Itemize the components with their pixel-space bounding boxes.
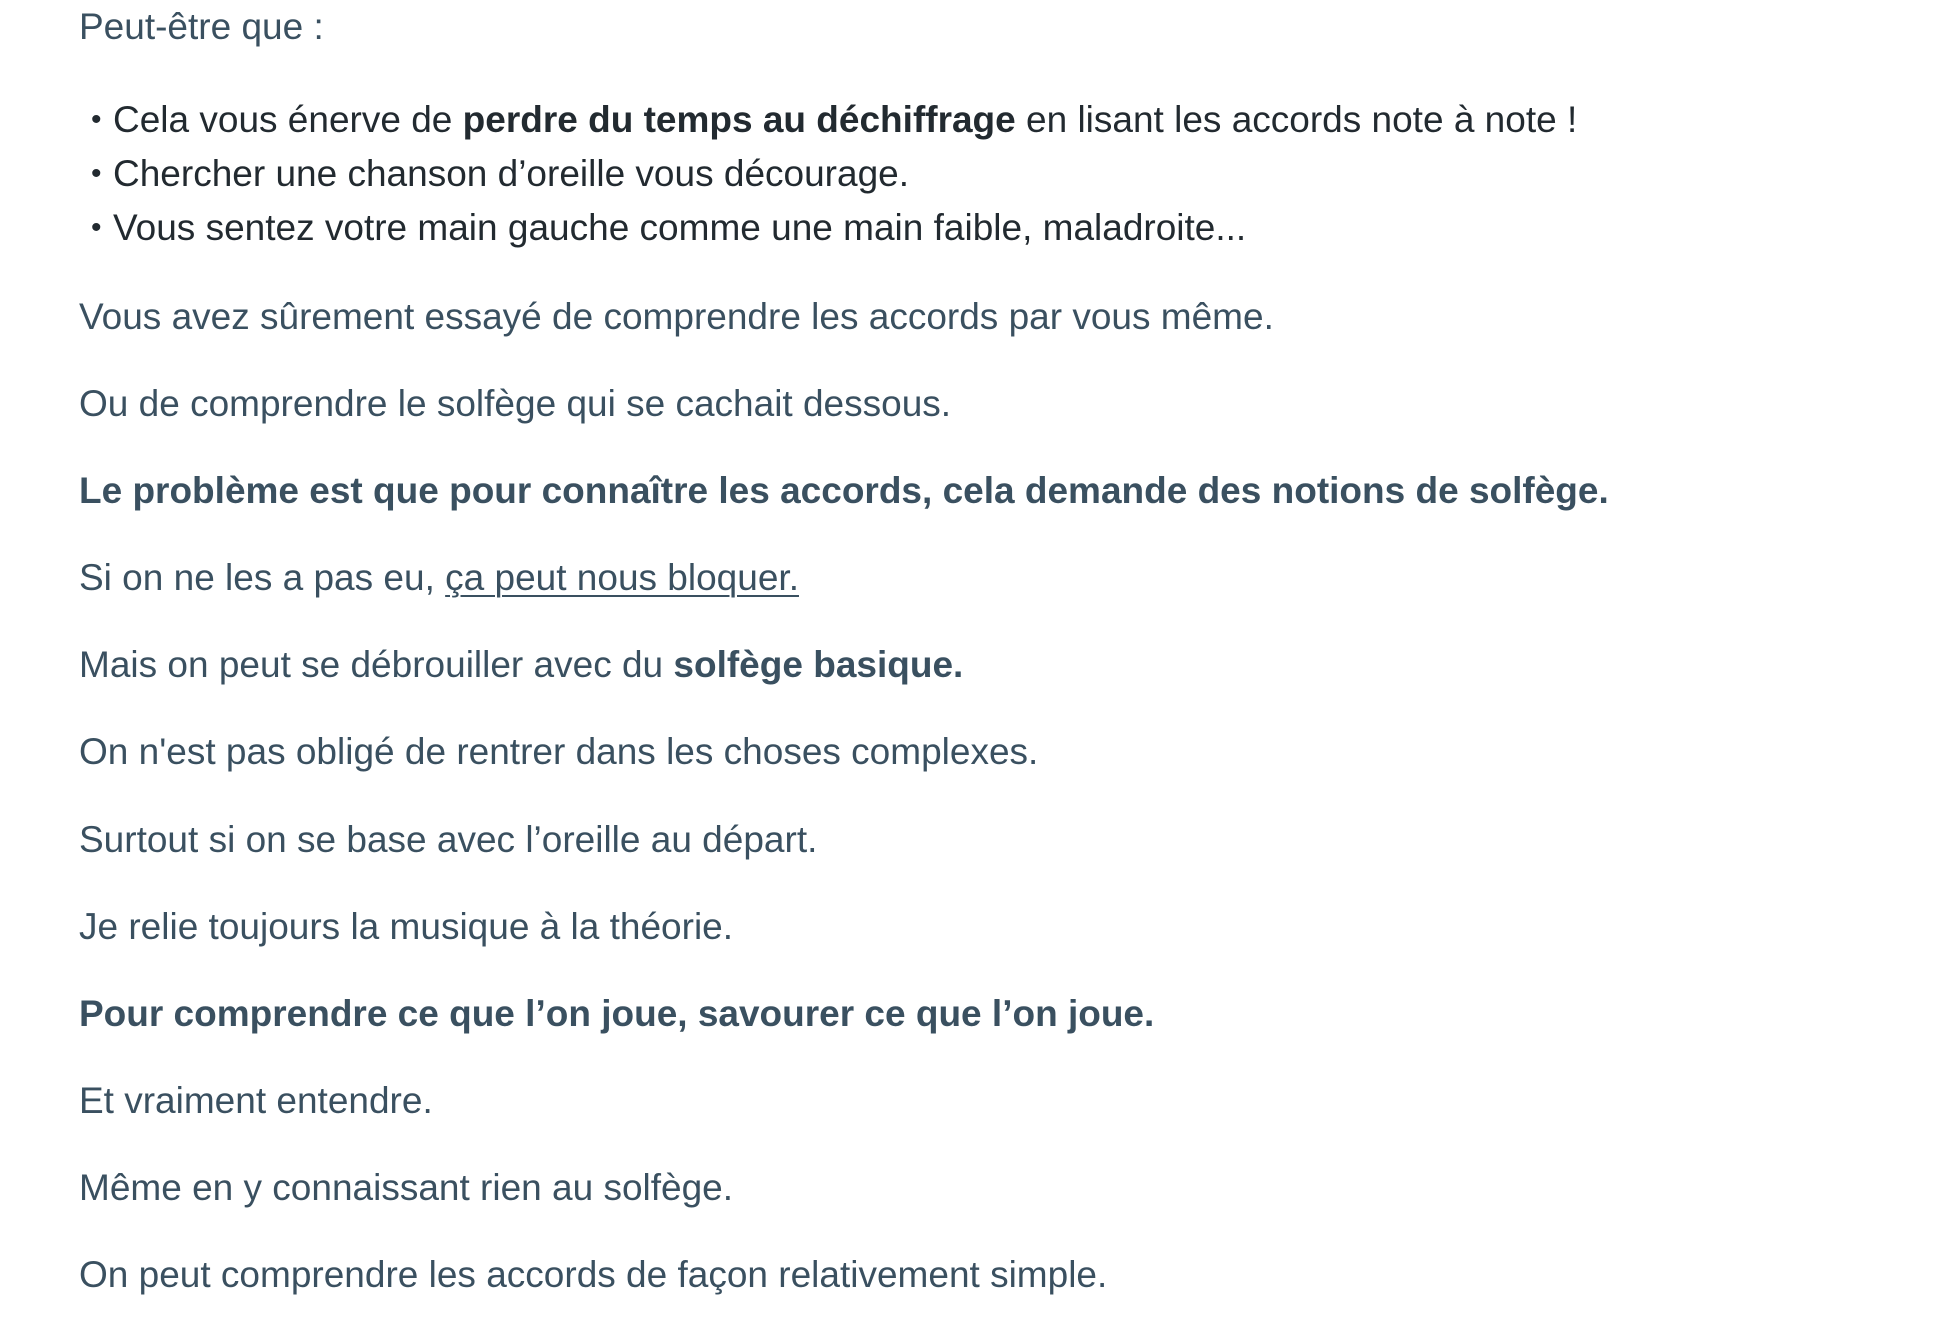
bullet-icon: •	[91, 157, 102, 190]
list-item: • Cela vous énerve de perdre du temps au déchiffrage en lisant les accords note à note !	[79, 93, 1577, 147]
bullet-list	[79, 93, 1577, 255]
intro-paragraph: Peut-être que :	[79, 6, 324, 47]
bold-phrase: solfège basique.	[673, 644, 964, 685]
paragraph: Si on ne les a pas eu, ça peut nous bloquer.	[79, 557, 799, 598]
bullet-icon: •	[91, 103, 102, 136]
paragraph: On n'est pas obligé de rentrer dans les choses complexes.	[79, 731, 1039, 772]
paragraph: Vous avez sûrement essayé de comprendre les accords par vous même.	[79, 296, 1274, 337]
list-item: • Vous sentez votre main gauche comme une main faible, maladroite...	[79, 201, 1577, 255]
paragraph: On peut comprendre les accords de façon relativement simple.	[79, 1254, 1108, 1295]
bullet-icon: •	[91, 211, 102, 244]
bold-phrase: perdre du temps au déchiffrage	[462, 99, 1016, 140]
bold-paragraph: Le problème est que pour connaître les accords, cela demande des notions de solfège.	[79, 470, 1609, 511]
paragraph: Surtout si on se base avec l’oreille au départ.	[79, 819, 818, 860]
inline-link[interactable]: ça peut nous bloquer.	[445, 557, 799, 598]
bold-paragraph: Pour comprendre ce que l’on joue, savourer ce que l’on joue.	[79, 993, 1155, 1034]
paragraph: Ou de comprendre le solfège qui se cachait dessous.	[79, 383, 952, 424]
paragraph: Je relie toujours la musique à la théorie.	[79, 906, 734, 947]
paragraph: Même en y connaissant rien au solfège.	[79, 1167, 734, 1208]
list-item: • Chercher une chanson d’oreille vous décourage.	[79, 147, 1577, 201]
paragraph: Mais on peut se débrouiller avec du solfège basique.	[79, 644, 964, 685]
paragraph: Et vraiment entendre.	[79, 1080, 433, 1121]
